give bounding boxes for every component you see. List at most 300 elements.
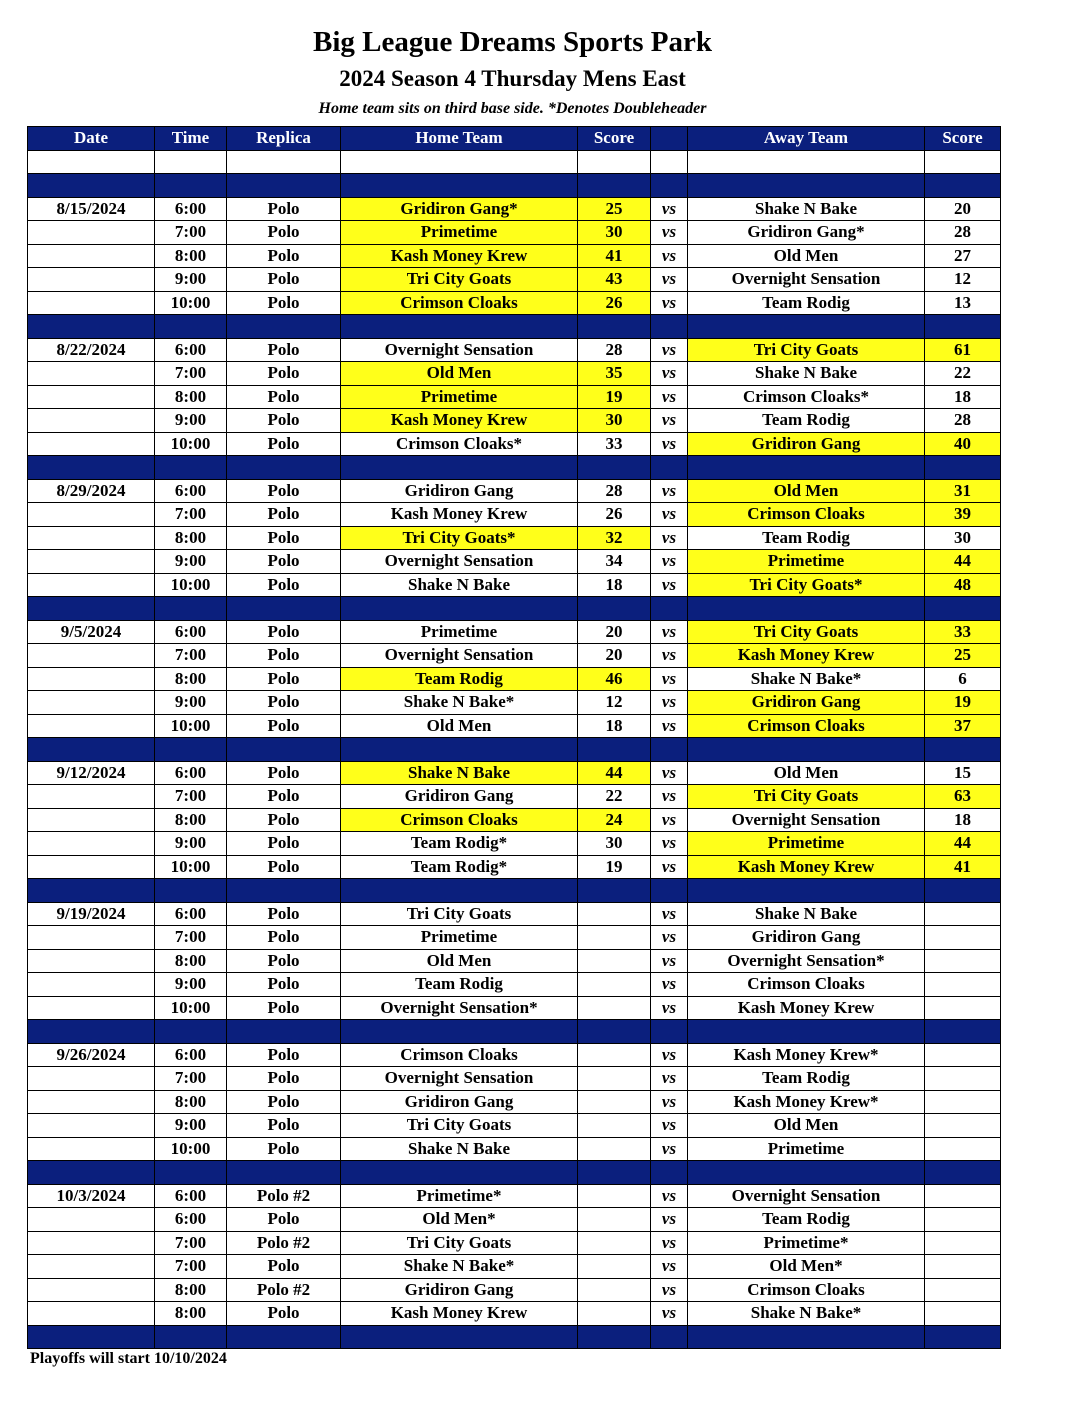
table-row [28,1067,1001,1091]
home-team-cell: Gridiron Gang [341,479,578,503]
home-score-cell: 30 [578,409,651,433]
away-score-cell: 63 [925,785,1001,809]
away-team-cell: Tri City Goats [688,620,925,644]
table-row [28,973,1001,997]
home-score-cell [578,1208,651,1232]
time-cell: 6:00 [155,338,227,362]
vs-cell: vs [651,197,688,221]
replica-cell: Polo [227,432,341,456]
time-cell: 9:00 [155,268,227,292]
separator-cell [651,456,688,480]
separator-cell [651,1325,688,1349]
vs-cell: vs [651,385,688,409]
away-team-cell: Old Men [688,761,925,785]
home-team-cell: Overnight Sensation [341,1067,578,1091]
replica-cell: Polo [227,1302,341,1326]
home-score-cell [578,996,651,1020]
replica-cell: Polo [227,996,341,1020]
separator-cell [341,879,578,903]
away-score-cell [925,926,1001,950]
away-score-cell [925,1090,1001,1114]
home-team-cell: Gridiron Gang [341,1090,578,1114]
home-score-cell [578,926,651,950]
separator-cell [578,1020,651,1044]
separator-cell [688,738,925,762]
separator-cell [578,174,651,198]
away-team-cell: Old Men [688,244,925,268]
away-team-cell: Crimson Cloaks [688,714,925,738]
away-team-cell: Kash Money Krew* [688,1090,925,1114]
separator-cell [227,1161,341,1185]
table-row [28,1184,1001,1208]
home-score-cell [578,1114,651,1138]
away-team-cell: Primetime [688,550,925,574]
home-team-cell: Crimson Cloaks [341,808,578,832]
home-team-cell: Overnight Sensation [341,550,578,574]
away-score-cell [925,1114,1001,1138]
replica-cell: Polo [227,926,341,950]
table-row [28,832,1001,856]
separator-cell [925,1161,1001,1185]
replica-cell: Polo [227,714,341,738]
away-score-cell [925,1255,1001,1279]
vs-cell: vs [651,785,688,809]
home-score-cell [578,949,651,973]
separator-cell [28,1325,155,1349]
home-team-cell: Crimson Cloaks [341,1043,578,1067]
date-cell: 8/29/2024 [28,479,155,503]
home-score-cell: 30 [578,832,651,856]
time-cell: 8:00 [155,385,227,409]
separator-cell [578,315,651,339]
away-score-cell [925,902,1001,926]
away-team-cell: Tri City Goats [688,338,925,362]
week-separator-row [28,1020,1001,1044]
separator-cell [227,456,341,480]
time-cell: 10:00 [155,432,227,456]
separator-cell [28,738,155,762]
table-row [28,1231,1001,1255]
week-separator-row [28,1325,1001,1349]
separator-cell [28,456,155,480]
away-team-cell: Gridiron Gang [688,926,925,950]
time-cell: 7:00 [155,503,227,527]
replica-cell: Polo [227,949,341,973]
vs-cell: vs [651,808,688,832]
replica-cell: Polo [227,691,341,715]
home-team-cell: Overnight Sensation [341,338,578,362]
replica-cell: Polo #2 [227,1184,341,1208]
vs-cell: vs [651,221,688,245]
table-row [28,785,1001,809]
time-cell: 6:00 [155,620,227,644]
week-separator-row [28,456,1001,480]
time-cell: 8:00 [155,1278,227,1302]
table-row [28,714,1001,738]
table-header-row [28,127,1001,151]
home-score-cell [578,1184,651,1208]
home-score-cell [578,1043,651,1067]
away-team-cell: Primetime [688,1137,925,1161]
date-cell [28,526,155,550]
home-team-cell: Old Men [341,714,578,738]
away-team-cell: Primetime [688,832,925,856]
date-cell [28,221,155,245]
table-row [28,949,1001,973]
vs-cell: vs [651,1184,688,1208]
schedule-table [27,126,1001,1349]
vs-cell: vs [651,1067,688,1091]
col-home-score-header: Score [578,127,651,151]
replica-cell: Polo [227,1137,341,1161]
away-score-cell: 19 [925,691,1001,715]
home-team-cell: Crimson Cloaks [341,291,578,315]
home-team-cell: Primetime [341,926,578,950]
separator-cell [155,1020,227,1044]
time-cell: 6:00 [155,479,227,503]
week-separator-row [28,1161,1001,1185]
away-score-cell: 44 [925,550,1001,574]
home-score-cell: 19 [578,855,651,879]
vs-cell: vs [651,1278,688,1302]
away-score-cell [925,996,1001,1020]
vs-cell: vs [651,1137,688,1161]
vs-cell: vs [651,526,688,550]
table-row [28,691,1001,715]
table-row [28,1302,1001,1326]
page-title: Big League Dreams Sports Park [312,26,712,58]
home-score-cell: 24 [578,808,651,832]
away-team-cell: Shake N Bake* [688,667,925,691]
away-score-cell: 25 [925,644,1001,668]
date-cell [28,244,155,268]
table-row [28,268,1001,292]
table-row [28,1278,1001,1302]
away-score-cell: 15 [925,761,1001,785]
table-row [28,526,1001,550]
separator-cell [651,174,688,198]
time-cell: 6:00 [155,197,227,221]
away-team-cell: Overnight Sensation [688,808,925,832]
home-score-cell: 22 [578,785,651,809]
away-team-cell: Team Rodig [688,291,925,315]
away-score-cell: 31 [925,479,1001,503]
replica-cell: Polo [227,644,341,668]
table-row [28,409,1001,433]
away-team-cell: Gridiron Gang* [688,221,925,245]
separator-cell [155,174,227,198]
away-team-cell: Overnight Sensation* [688,949,925,973]
away-team-cell: Shake N Bake [688,197,925,221]
separator-cell [688,1325,925,1349]
home-team-cell: Tri City Goats [341,1114,578,1138]
time-cell: 6:00 [155,902,227,926]
vs-cell: vs [651,996,688,1020]
replica-cell: Polo [227,1090,341,1114]
replica-cell: Polo [227,902,341,926]
separator-cell [341,174,578,198]
date-cell [28,644,155,668]
vs-cell: vs [651,926,688,950]
home-team-cell: Team Rodig [341,667,578,691]
replica-cell: Polo #2 [227,1278,341,1302]
vs-cell: vs [651,714,688,738]
away-score-cell [925,1278,1001,1302]
separator-cell [28,597,155,621]
home-team-cell: Kash Money Krew [341,244,578,268]
away-team-cell: Kash Money Krew [688,855,925,879]
replica-cell: Polo [227,667,341,691]
away-score-cell [925,1067,1001,1091]
table-row [28,926,1001,950]
home-score-cell: 43 [578,268,651,292]
home-score-cell: 30 [578,221,651,245]
away-score-cell: 39 [925,503,1001,527]
away-team-cell: Overnight Sensation [688,268,925,292]
date-cell [28,1137,155,1161]
away-score-cell [925,1184,1001,1208]
replica-cell: Polo [227,832,341,856]
away-team-cell: Kash Money Krew* [688,1043,925,1067]
col-away-team-header: Away Team [688,127,925,151]
separator-cell [925,879,1001,903]
home-team-cell: Gridiron Gang [341,785,578,809]
week-separator-row [28,597,1001,621]
replica-cell: Polo [227,526,341,550]
table-row [28,244,1001,268]
time-cell: 7:00 [155,785,227,809]
home-score-cell: 18 [578,573,651,597]
away-team-cell: Shake N Bake [688,362,925,386]
date-cell [28,691,155,715]
home-team-cell: Tri City Goats [341,268,578,292]
separator-cell [925,597,1001,621]
table-row [28,667,1001,691]
vs-cell: vs [651,268,688,292]
col-home-team-header: Home Team [341,127,578,151]
home-score-cell: 41 [578,244,651,268]
date-cell [28,1302,155,1326]
table-row [28,644,1001,668]
time-cell: 7:00 [155,362,227,386]
separator-cell [925,456,1001,480]
time-cell: 6:00 [155,1208,227,1232]
col-away-score-header: Score [925,127,1001,151]
date-cell [28,503,155,527]
time-cell: 8:00 [155,526,227,550]
replica-cell: Polo [227,503,341,527]
vs-cell: vs [651,479,688,503]
separator-cell [341,456,578,480]
table-row [28,479,1001,503]
date-cell [28,409,155,433]
time-cell: 10:00 [155,573,227,597]
time-cell: 6:00 [155,761,227,785]
replica-cell: Polo [227,761,341,785]
away-team-cell: Gridiron Gang [688,691,925,715]
separator-cell [227,1325,341,1349]
replica-cell: Polo [227,221,341,245]
separator-cell [688,174,925,198]
table-row [28,902,1001,926]
replica-cell: Polo [227,1067,341,1091]
date-cell [28,1255,155,1279]
separator-cell [578,1161,651,1185]
col-vs-header [651,127,688,151]
table-row [28,291,1001,315]
home-score-cell: 34 [578,550,651,574]
separator-cell [155,456,227,480]
home-team-cell: Crimson Cloaks* [341,432,578,456]
away-score-cell: 28 [925,409,1001,433]
replica-cell: Polo [227,1255,341,1279]
replica-cell: Polo [227,362,341,386]
time-cell: 9:00 [155,550,227,574]
time-cell: 8:00 [155,1302,227,1326]
separator-cell [688,1020,925,1044]
home-team-cell: Primetime [341,385,578,409]
vs-cell: vs [651,1231,688,1255]
page-subtitle: 2024 Season 4 Thursday Mens East [339,66,686,91]
separator-cell [578,879,651,903]
separator-cell [651,879,688,903]
away-score-cell: 37 [925,714,1001,738]
time-cell: 9:00 [155,409,227,433]
away-score-cell [925,1208,1001,1232]
replica-cell: Polo [227,1043,341,1067]
time-cell: 7:00 [155,1231,227,1255]
away-score-cell: 13 [925,291,1001,315]
table-row [28,620,1001,644]
time-cell: 10:00 [155,855,227,879]
date-cell [28,573,155,597]
home-team-cell: Overnight Sensation [341,644,578,668]
separator-cell [925,315,1001,339]
separator-cell [28,1161,155,1185]
separator-cell [341,738,578,762]
away-team-cell: Tri City Goats [688,785,925,809]
separator-cell [688,597,925,621]
home-score-cell: 46 [578,667,651,691]
schedule-note: Home team sits on third base side. *Denotes Doubleheader [318,100,707,117]
separator-cell [578,456,651,480]
away-score-cell: 44 [925,832,1001,856]
date-cell [28,268,155,292]
separator-cell [155,597,227,621]
time-cell: 7:00 [155,926,227,950]
replica-cell: Polo [227,291,341,315]
home-score-cell [578,902,651,926]
away-team-cell: Old Men [688,1114,925,1138]
replica-cell: Polo [227,808,341,832]
table-row [28,855,1001,879]
date-cell [28,926,155,950]
away-team-cell: Gridiron Gang [688,432,925,456]
home-team-cell: Old Men [341,362,578,386]
vs-cell: vs [651,432,688,456]
date-cell [28,1114,155,1138]
away-team-cell: Crimson Cloaks [688,973,925,997]
separator-cell [578,597,651,621]
replica-cell: Polo [227,409,341,433]
time-cell: 10:00 [155,291,227,315]
home-team-cell: Shake N Bake [341,1137,578,1161]
vs-cell: vs [651,291,688,315]
playoffs-note: Playoffs will start 10/10/2024 [30,1350,227,1367]
replica-cell: Polo [227,197,341,221]
away-score-cell: 27 [925,244,1001,268]
date-cell [28,667,155,691]
time-cell: 10:00 [155,996,227,1020]
separator-cell [227,597,341,621]
table-row [28,1208,1001,1232]
separator-cell [688,879,925,903]
home-team-cell: Old Men* [341,1208,578,1232]
away-score-cell: 41 [925,855,1001,879]
away-score-cell: 20 [925,197,1001,221]
date-cell: 9/5/2024 [28,620,155,644]
home-score-cell [578,1137,651,1161]
away-score-cell: 22 [925,362,1001,386]
home-score-cell: 26 [578,291,651,315]
home-score-cell: 18 [578,714,651,738]
home-team-cell: Gridiron Gang [341,1278,578,1302]
separator-cell [651,315,688,339]
replica-cell: Polo [227,573,341,597]
table-row [28,385,1001,409]
vs-cell: vs [651,1302,688,1326]
separator-cell [341,597,578,621]
vs-cell: vs [651,667,688,691]
date-cell [28,1208,155,1232]
replica-cell: Polo [227,973,341,997]
away-score-cell [925,1137,1001,1161]
vs-cell: vs [651,573,688,597]
schedule-body [28,150,1001,1349]
vs-cell: vs [651,902,688,926]
separator-cell [925,1020,1001,1044]
home-score-cell [578,973,651,997]
separator-cell [341,315,578,339]
date-cell [28,785,155,809]
vs-cell: vs [651,832,688,856]
separator-cell [651,597,688,621]
vs-cell: vs [651,550,688,574]
away-score-cell: 61 [925,338,1001,362]
separator-cell [925,738,1001,762]
home-score-cell [578,1302,651,1326]
time-cell: 8:00 [155,808,227,832]
date-cell: 8/15/2024 [28,197,155,221]
home-score-cell: 28 [578,479,651,503]
table-row [28,503,1001,527]
col-date-header: Date [28,127,155,151]
time-cell: 9:00 [155,832,227,856]
replica-cell: Polo [227,620,341,644]
home-score-cell [578,1067,651,1091]
table-row [28,362,1001,386]
date-cell [28,855,155,879]
table-row [28,1090,1001,1114]
table-row [28,197,1001,221]
time-cell: 8:00 [155,667,227,691]
away-team-cell: Kash Money Krew [688,996,925,1020]
separator-cell [28,315,155,339]
away-team-cell: Shake N Bake [688,902,925,926]
week-separator-row [28,879,1001,903]
time-cell: 9:00 [155,691,227,715]
time-cell: 6:00 [155,1184,227,1208]
